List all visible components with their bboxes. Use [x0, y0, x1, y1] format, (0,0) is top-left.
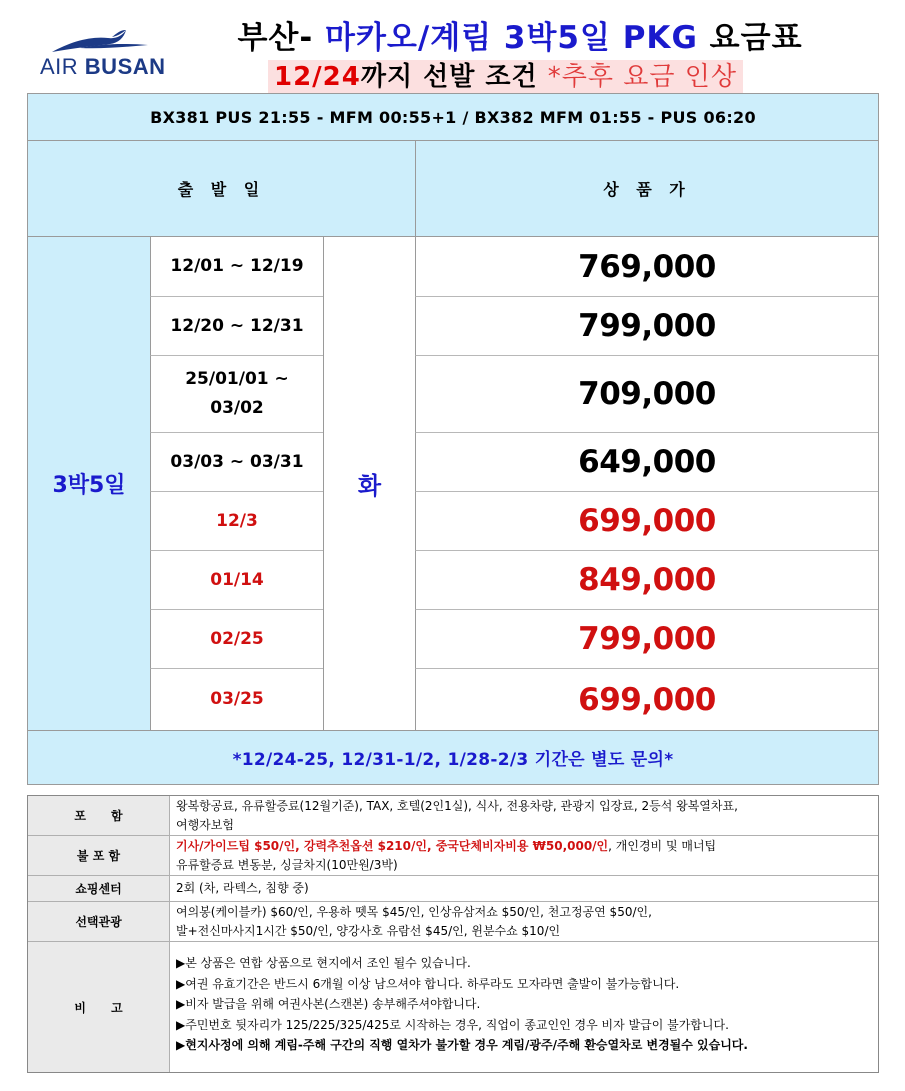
period-inquiry-note: *12/24-25, 12/31-1/2, 1/28-2/3 기간은 별도 문의* [28, 730, 878, 784]
departure-date-text: 12/20 ~ 12/31 [170, 315, 304, 336]
departure-date-text: 03/25 [210, 689, 264, 709]
departure-date-text: 02/25 [210, 628, 264, 649]
include-label: 포 함 [28, 796, 170, 835]
price-cell: 799,000 [415, 296, 878, 355]
price-cell: 709,000 [415, 355, 878, 432]
include-row [28, 796, 878, 836]
departure-date-header: 출 발 일 [28, 141, 415, 237]
price-cell: 769,000 [415, 237, 878, 296]
departure-date-cell [150, 432, 323, 491]
weekday-cell: 화 [323, 237, 415, 730]
remarks-label: 비 고 [28, 942, 170, 1072]
exclude-row [28, 836, 878, 876]
air-busan-logo [40, 28, 166, 79]
options-text: 여의봉(케이블카) $60/인, 우용하 뗏목 $45/인, 인상유삼저쇼 $50/인, 천고정공연 $50/인, 발+전신마사지1시간 $50/인, 양강사호 유람선 $45/인, 윈분수쇼 $10/인 [176, 905, 652, 938]
duration-cell: 3박5일 [28, 237, 150, 730]
departure-date-text: 25/01/01 ~ [185, 369, 289, 389]
price-cell: 799,000 [415, 609, 878, 668]
flight-schedule: BX381 PUS 21:55 - MFM 00:55+1 / BX382 MFM 01:55 - PUS 06:20 [28, 94, 878, 141]
departure-date-cell [150, 355, 323, 432]
exclude-label: 불 포 함 [28, 836, 170, 875]
departure-date-text-line2: 03/02 [210, 398, 264, 418]
departure-date-text: 03/03 ~ 03/31 [170, 451, 304, 472]
options-label: 선택관광 [28, 902, 170, 941]
exclude-text: 기사/가이드팁 $50/인, 강력추천옵션 $210/인, 중국단체비자비용 ₩50,000/인, 개인경비 및 매너팁 유류할증료 변동분, 싱글차지(10만원/3박) [176, 839, 717, 872]
departure-date-cell [150, 491, 323, 550]
departure-date-text: 01/14 [210, 569, 264, 590]
departure-date-text: 12/3 [216, 510, 258, 531]
include-text: 왕복항공료, 유류할증료(12월기준), TAX, 호텔(2인1실), 식사, 전용차량, 관광지 입장료, 2등석 왕복열차표, 여행자보험 [176, 799, 738, 832]
shopping-label: 쇼핑센터 [28, 876, 170, 901]
remarks-row [28, 942, 878, 1072]
price-cell: 699,000 [415, 668, 878, 730]
shopping-row [28, 876, 878, 902]
info-table [27, 795, 879, 1073]
deadline-subtitle: 12/24까지 선발 조건 *추후 요금 인상 [268, 60, 743, 94]
bird-logo-icon [50, 28, 150, 54]
departure-date-cell [150, 550, 323, 609]
price-cell: 699,000 [415, 491, 878, 550]
logo-text: AIR BUSAN [40, 54, 166, 79]
departure-date-cell [150, 296, 323, 355]
remarks-text: ▶본 상품은 연합 상품으로 현지에서 조인 될수 있습니다. ▶여권 유효기간은 반드시 6개월 이상 남으셔야 합니다. 하루라도 모자라면 출발이 불가능합니다. ▶비자 발급을 위해 여권사본(스캔본) 송부해주셔야합니다. ▶주민번호 뒷자리가 125/225/325/425로 시작하는 경우, 직업이 종교인인 경우 비자 발급이 불가합니다. ▶현지사정에 의해 계림-주해 구간의 직행 열차가 불가할 경우 계림/광주/주해 환승열차로 변경될수 있습니다. [176, 956, 748, 1052]
options-row [28, 902, 878, 942]
price-header: 상 품 가 [415, 141, 878, 237]
price-cell: 649,000 [415, 432, 878, 491]
departure-date-cell [150, 237, 323, 296]
price-cell: 849,000 [415, 550, 878, 609]
departure-date-cell [150, 609, 323, 668]
page-title: 부산- 마카오/계림 3박5일 PKG 요금표 [237, 20, 803, 56]
departure-date-text: 12/01 ~ 12/19 [170, 256, 304, 276]
fare-table [27, 93, 879, 785]
departure-date-cell [150, 668, 323, 730]
shopping-text: 2회 (차, 라텍스, 침향 중) [176, 881, 309, 895]
